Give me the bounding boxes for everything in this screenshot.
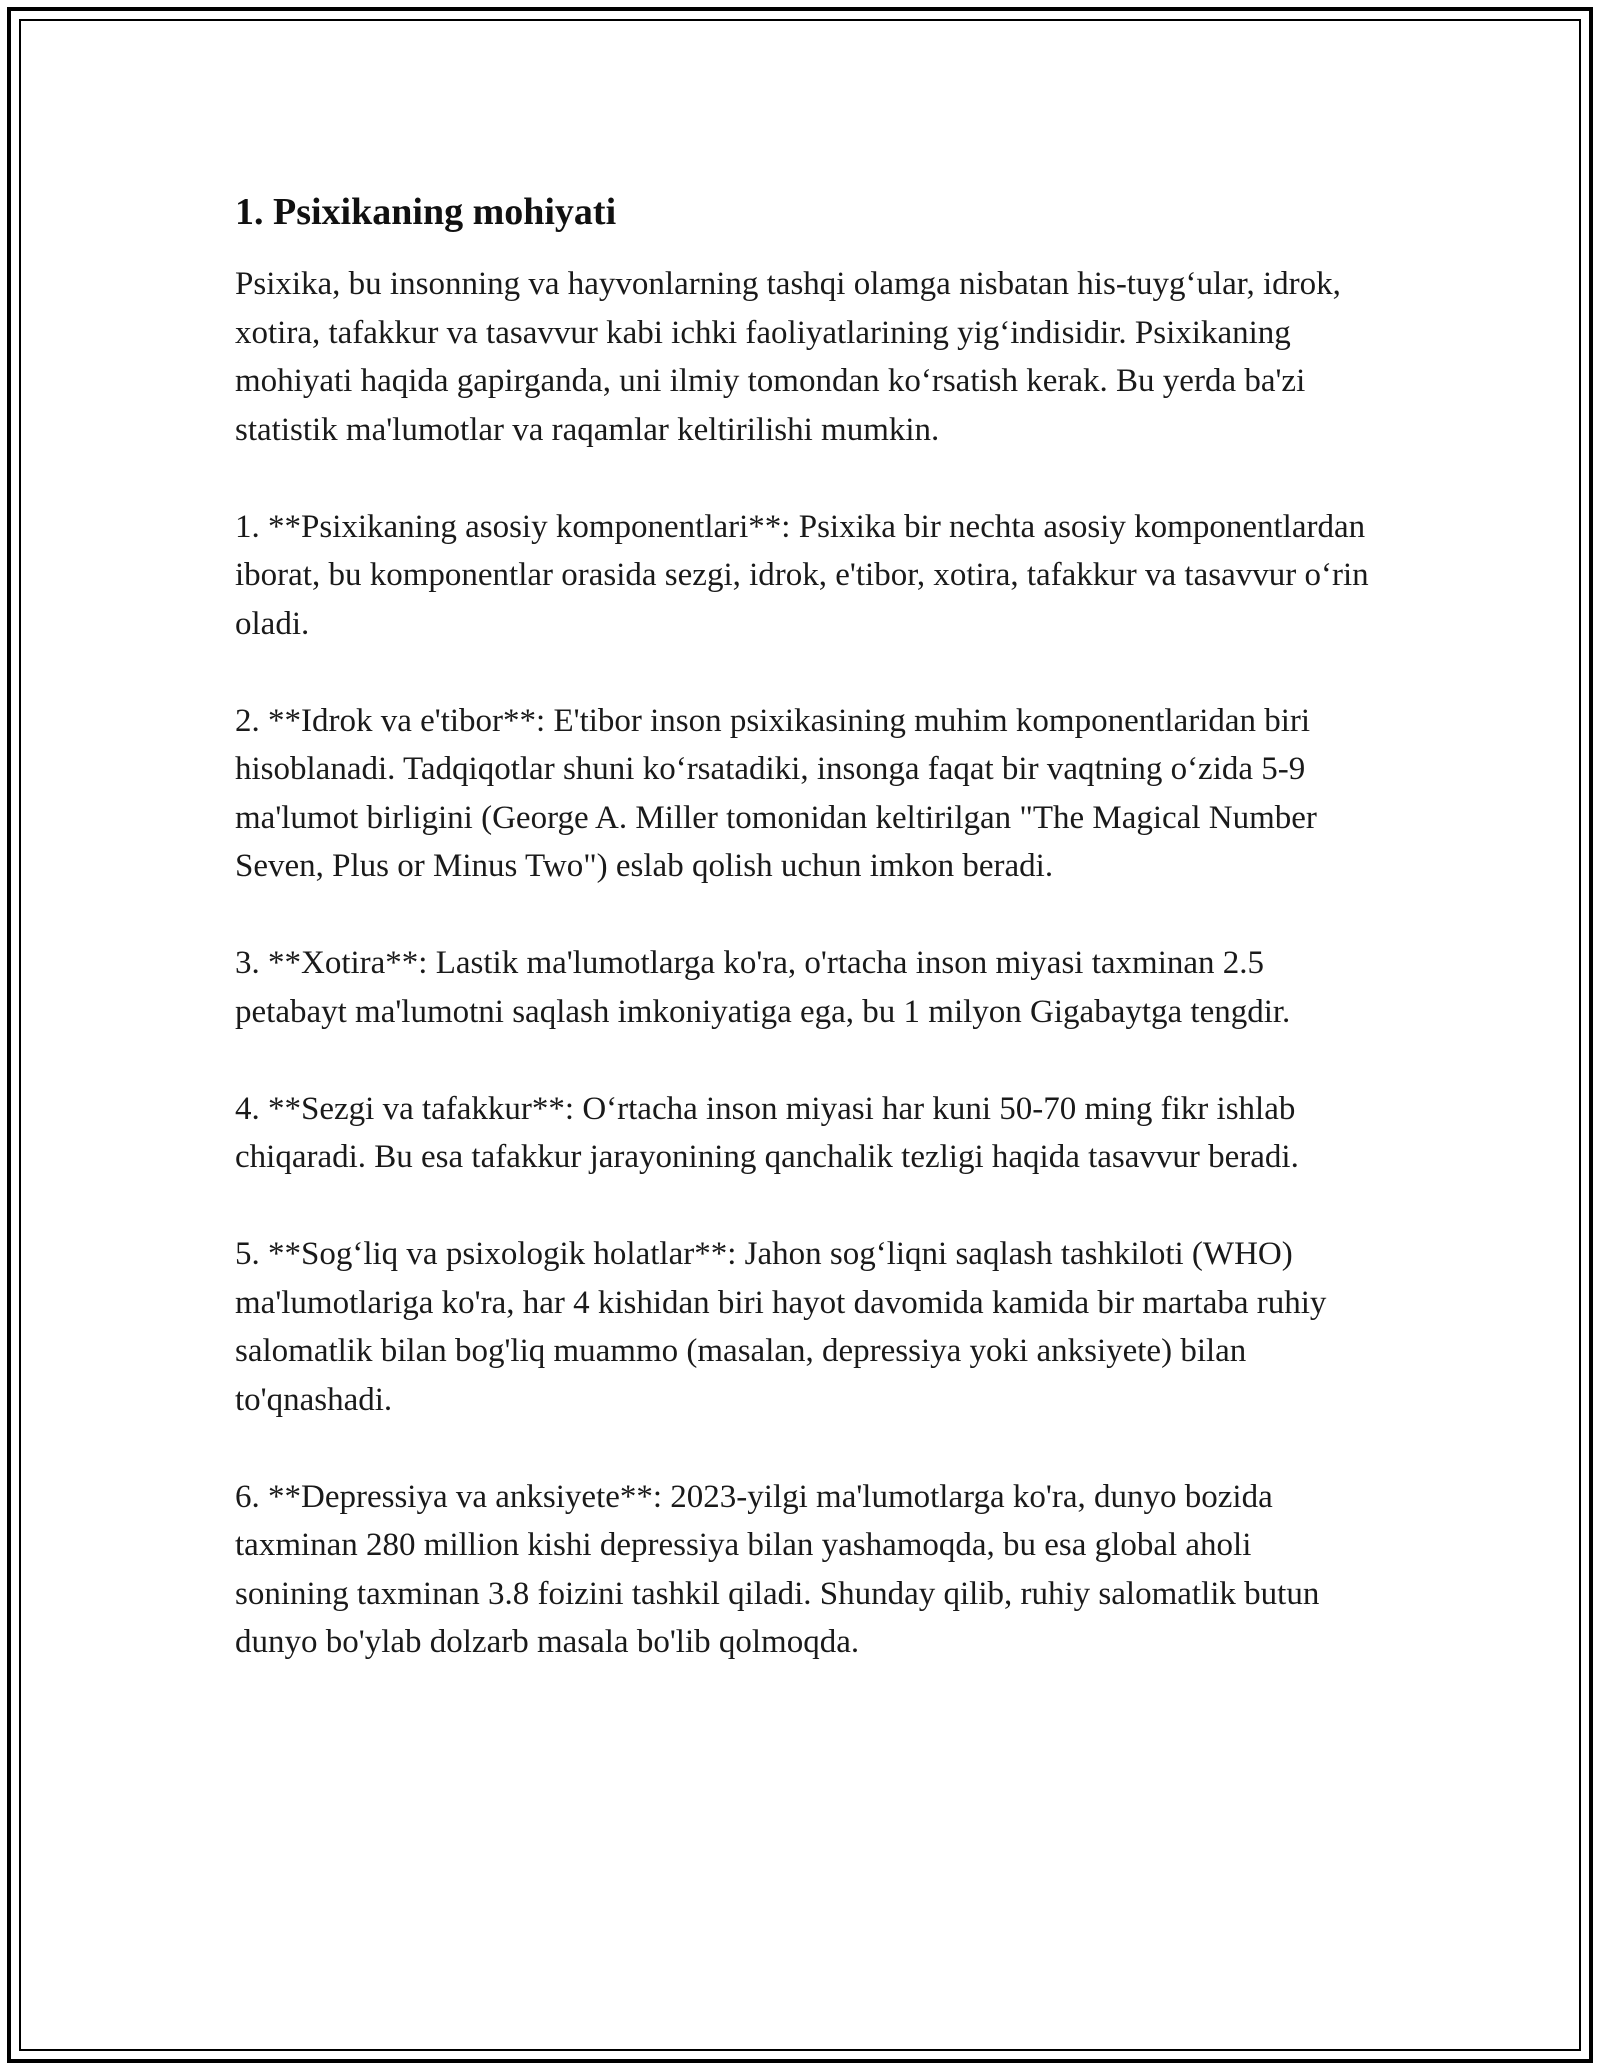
list-item-perception-attention: 2. **Idrok va e'tibor**: E'tibor inson psixikasining muhim komponentlaridan biri hisoblanadi. Tadqiqotlar shuni ko‘rsatadiki, insonga faqat bir vaqtning o‘zida 5-9 ma'lumot birligini (George A. Miller tomonidan keltirilgan "The Magical Number Seven, Plus or Minus Two") eslab qolish uchun imkon beradi. bbox=[235, 702, 1317, 884]
list-item-components: 1. **Psixikaning asosiy komponentlari**: Psixika bir nechta asosiy komponentlardan iborat, bu komponentlar orasida sezgi, idrok, e'tibor, xotira, tafakkur va tasavvur o‘rin oladi. bbox=[235, 508, 1369, 642]
section-heading: 1. Psixikaning mohiyati bbox=[235, 191, 617, 233]
document-body bbox=[235, 188, 1370, 1715]
list-item-memory: 3. **Xotira**: Lastik ma'lumotlarga ko'ra, o'rtacha inson miyasi taxminan 2.5 petabayt ma'lumotni saqlash imkoniyatiga ega, bu 1 milyon Gigabaytga tengdir. bbox=[235, 945, 1291, 1030]
list-item-health: 5. **Sog‘liq va psixologik holatlar**: Jahon sog‘liqni saqlash tashkiloti (WHO) ma'lumotlariga ko'ra, har 4 kishidan biri hayot davomida kamida bir martaba ruhiy salomatlik bilan bog'liq muammo (masalan, depressiya yoki anksiyete) bilan to'qnashadi. bbox=[235, 1236, 1327, 1418]
intro-paragraph: Psixika, bu insonning va hayvonlarning tashqi olamga nisbatan his-tuyg‘ular, idrok, xotira, tafakkur va tasavvur kabi ichki faoliyatlarining yig‘indisidir. Psixikaning mohiyati haqida gapirganda, uni ilmiy tomondan ko‘rsatish kerak. Bu yerda ba'zi statistik ma'lumotlar va raqamlar keltirilishi mumkin. bbox=[235, 266, 1341, 448]
list-item-sensation-thinking: 4. **Sezgi va tafakkur**: O‘rtacha inson miyasi har kuni 50-70 ming fikr ishlab chiqaradi. Bu esa tafakkur jarayonining qanchalik tezligi haqida tasavvur beradi. bbox=[235, 1090, 1299, 1175]
list-item-depression-anxiety: 6. **Depressiya va anksiyete**: 2023-yilgi ma'lumotlarga ko'ra, dunyo bozida taxminan 280 million kishi depressiya bilan yashamoqda, bu esa global aholi sonining taxminan 3.8 foizini tashkil qiladi. Shunday qilib, ruhiy salomatlik butun dunyo bo'ylab dolzarb masala bo'lib qolmoqda. bbox=[235, 1478, 1320, 1660]
